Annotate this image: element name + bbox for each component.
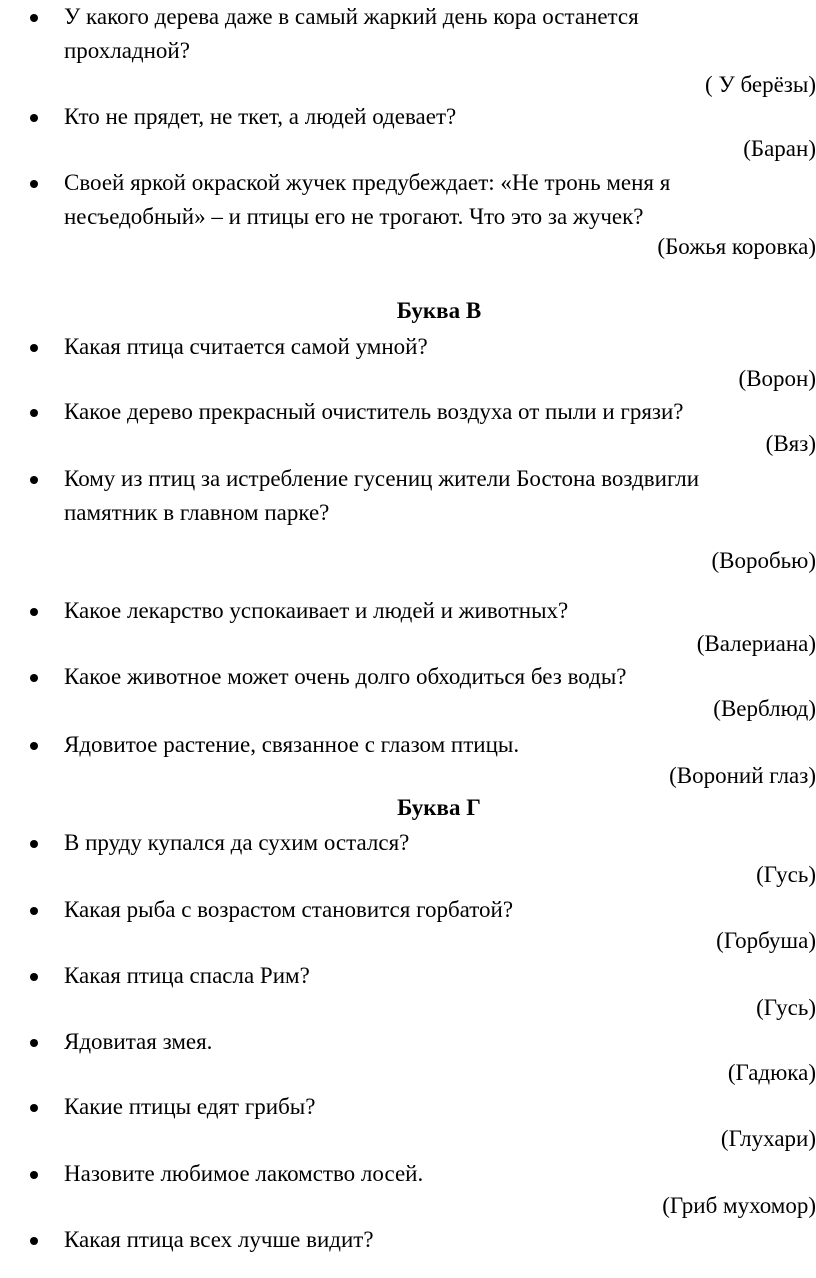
answer-text: (Гусь) bbox=[756, 862, 816, 887]
answer-text: (Валериана) bbox=[696, 631, 816, 656]
question-item bbox=[64, 660, 816, 694]
answer-text: (Божья коровка) bbox=[657, 234, 816, 259]
question-item bbox=[64, 0, 816, 68]
bullet-icon bbox=[30, 14, 38, 22]
question-line: Какая птица спасла Рим? bbox=[64, 963, 310, 988]
answer-text: (Вороний глаз) bbox=[669, 763, 816, 788]
bullet-icon bbox=[30, 114, 38, 122]
bullet-icon bbox=[30, 1171, 38, 1179]
bullet-icon bbox=[30, 840, 38, 848]
answer-text: (Гусь) bbox=[756, 995, 816, 1020]
bullet-icon bbox=[30, 973, 38, 981]
answer-text: (Глухари) bbox=[720, 1126, 816, 1151]
question-item bbox=[64, 1025, 816, 1059]
question-item bbox=[64, 728, 816, 762]
bullet-icon bbox=[30, 1039, 38, 1047]
answer-text: ( У берёзы) bbox=[705, 72, 816, 97]
question-line: прохладной? bbox=[64, 38, 190, 63]
question-item bbox=[64, 1223, 816, 1257]
bullet-icon bbox=[30, 180, 38, 188]
bullet-icon bbox=[30, 608, 38, 616]
bullet-icon bbox=[30, 344, 38, 352]
question-line: Назовите любимое лакомство лосей. bbox=[64, 1161, 424, 1186]
question-line: несъедобный» – и птицы его не трогают. Что это за жучек? bbox=[64, 204, 644, 229]
section-heading: Буква В bbox=[396, 298, 482, 323]
question-line: Какое животное может очень долго обходиться без воды? bbox=[64, 664, 627, 689]
bullet-icon bbox=[30, 1104, 38, 1112]
question-item bbox=[64, 1157, 816, 1191]
question-item bbox=[64, 395, 816, 429]
question-item bbox=[64, 166, 816, 234]
answer-text: (Воробью) bbox=[711, 548, 816, 573]
question-line: У какого дерева даже в самый жаркий день кора останется bbox=[64, 4, 639, 29]
question-line: Какое лекарство успокаивает и людей и животных? bbox=[64, 598, 569, 623]
question-line: Какое дерево прекрасный очиститель воздуха от пыли и грязи? bbox=[64, 399, 684, 424]
question-item bbox=[64, 462, 816, 530]
answer-text: (Ворон) bbox=[738, 366, 816, 391]
bullet-icon bbox=[30, 476, 38, 484]
bullet-icon bbox=[30, 674, 38, 682]
bullet-icon bbox=[30, 1237, 38, 1245]
question-line: В пруду купался да сухим остался? bbox=[64, 830, 410, 855]
question-item bbox=[64, 893, 816, 927]
question-item bbox=[64, 826, 816, 860]
question-item bbox=[64, 959, 816, 993]
answer-text: (Гриб мухомор) bbox=[662, 1193, 816, 1218]
answer-text: (Баран) bbox=[743, 136, 816, 161]
bullet-icon bbox=[30, 742, 38, 750]
section-heading: Буква Г bbox=[397, 795, 481, 820]
bullet-icon bbox=[30, 907, 38, 915]
question-line: Какая птица считается самой умной? bbox=[64, 334, 428, 359]
question-line: Какая рыба с возрастом становится горбатой? bbox=[64, 897, 514, 922]
question-item bbox=[64, 594, 816, 628]
answer-text: (Вяз) bbox=[765, 431, 816, 456]
question-line: памятник в главном парке? bbox=[64, 500, 330, 525]
question-line: Какие птицы едят грибы? bbox=[64, 1094, 316, 1119]
question-item bbox=[64, 100, 816, 134]
question-item bbox=[64, 1090, 816, 1124]
question-line: Ядовитая змея. bbox=[64, 1029, 213, 1054]
answer-text: (Верблюд) bbox=[713, 696, 816, 721]
question-item bbox=[64, 330, 816, 364]
question-line: Своей яркой окраской жучек предубеждает: «Не тронь меня я bbox=[64, 170, 671, 195]
question-line: Какая птица всех лучше видит? bbox=[64, 1227, 374, 1252]
question-line: Кому из птиц за истребление гусениц жители Бостона воздвигли bbox=[64, 466, 700, 491]
answer-text: (Гадюка) bbox=[727, 1060, 816, 1085]
bullet-icon bbox=[30, 409, 38, 417]
answer-text: (Горбуша) bbox=[716, 928, 816, 953]
question-line: Кто не прядет, не ткет, а людей одевает? bbox=[64, 104, 457, 129]
question-line: Ядовитое растение, связанное с глазом птицы. bbox=[64, 732, 520, 757]
